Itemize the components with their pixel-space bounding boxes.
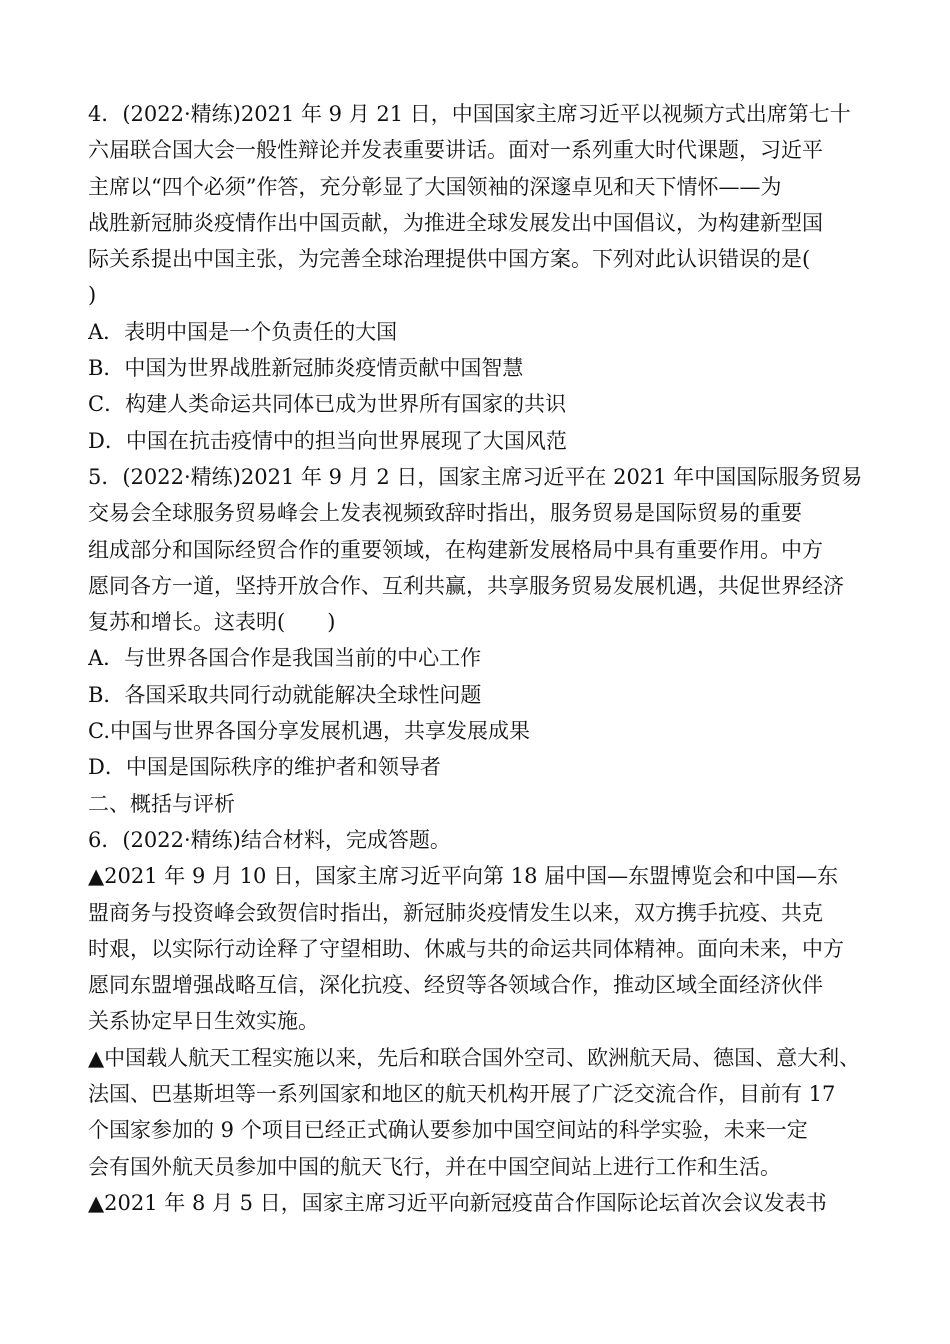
text-line: 盟商务与投资峰会致贺信时指出，新冠肺炎疫情发生以来，双方携手抗疫、共克	[88, 900, 823, 925]
text-line: 5．(2022·精练)2021 年 9 月 2 日，国家主席习近平在 2021 年中国国际服务贸易	[88, 464, 863, 489]
text-line: C．构建人类命运共同体已成为世界所有国家的共识	[88, 392, 567, 417]
text-line: 个国家参加的 9 个项目已经正式确认要参加中国空间站的科学实验，未来一定	[88, 1118, 808, 1143]
text-line: ▲2021 年 9 月 10 日，国家主席习近平向第 18 届中国—东盟博览会和中国—东	[88, 864, 839, 889]
text-line: ▲2021 年 8 月 5 日，国家主席习近平向新冠疫苗合作国际论坛首次会议发表书	[88, 1190, 827, 1215]
text-line: D．中国在抗击疫情中的担当向世界展现了大国风范	[88, 428, 567, 453]
text-line: 主席以“四个必须”作答，充分彰显了大国领袖的深邃卓见和天下情怀——为	[88, 174, 782, 199]
text-line: 时艰，以实际行动诠释了守望相助、休戚与共的命运共同体精神。面向未来，中方	[88, 936, 844, 961]
text-line: 4．(2022·精练)2021 年 9 月 21 日，中国国家主席习近平以视频方式出席第七十	[88, 102, 851, 126]
text-line: 关系协定早日生效实施。	[88, 1009, 319, 1034]
text-line: A．表明中国是一个负责任的大国	[88, 319, 398, 344]
document-body	[88, 96, 880, 1221]
text-line: 二、概括与评析	[88, 791, 235, 816]
text-line: ▲中国载人航天工程实施以来，先后和联合国外空司、欧洲航天局、德国、意大利、	[88, 1045, 861, 1070]
text-line: 组成部分和国际经贸合作的重要领域，在构建新发展格局中具有重要作用。中方	[88, 537, 823, 562]
text-line: 6．(2022·精练)结合材料，完成答题。	[88, 827, 451, 852]
text-line: A．与世界各国合作是我国当前的中心工作	[88, 646, 482, 671]
text-line: 际关系提出中国主张，为完善全球治理提供中国方案。下列对此认识错误的是(	[88, 247, 811, 272]
text-line: 六届联合国大会一般性辩论并发表重要讲话。面对一系列重大时代课题，习近平	[88, 138, 823, 163]
text-line: )	[88, 283, 97, 308]
text-line: 愿同东盟增强战略互信，深化抗疫、经贸等各领域合作，推动区域全面经济伙伴	[88, 973, 823, 998]
text-line: D．中国是国际秩序的维护者和领导者	[88, 755, 441, 780]
text-line: 战胜新冠肺炎疫情作出中国贡献，为推进全球发展发出中国倡议，为构建新型国	[88, 210, 823, 235]
text-line: 会有国外航天员参加中国的航天飞行，并在中国空间站上进行工作和生活。	[88, 1154, 781, 1179]
text-line: B．中国为世界战胜新冠肺炎疫情贡献中国智慧	[88, 356, 524, 381]
text-line: C.中国与世界各国分享发展机遇，共享发展成果	[88, 719, 530, 744]
text-line: B．各国采取共同行动就能解决全球性问题	[88, 682, 482, 707]
text-line: 法国、巴基斯坦等一系列国家和地区的航天机构开展了广泛交流合作，目前有 17	[88, 1082, 836, 1107]
text-line: 愿同各方一道，坚持开放合作、互利共赢，共享服务贸易发展机遇，共促世界经济	[88, 573, 844, 598]
text-line: 复苏和增长。这表明( )	[88, 610, 336, 635]
text-line: 交易会全球服务贸易峰会上发表视频致辞时指出，服务贸易是国际贸易的重要	[88, 501, 802, 526]
